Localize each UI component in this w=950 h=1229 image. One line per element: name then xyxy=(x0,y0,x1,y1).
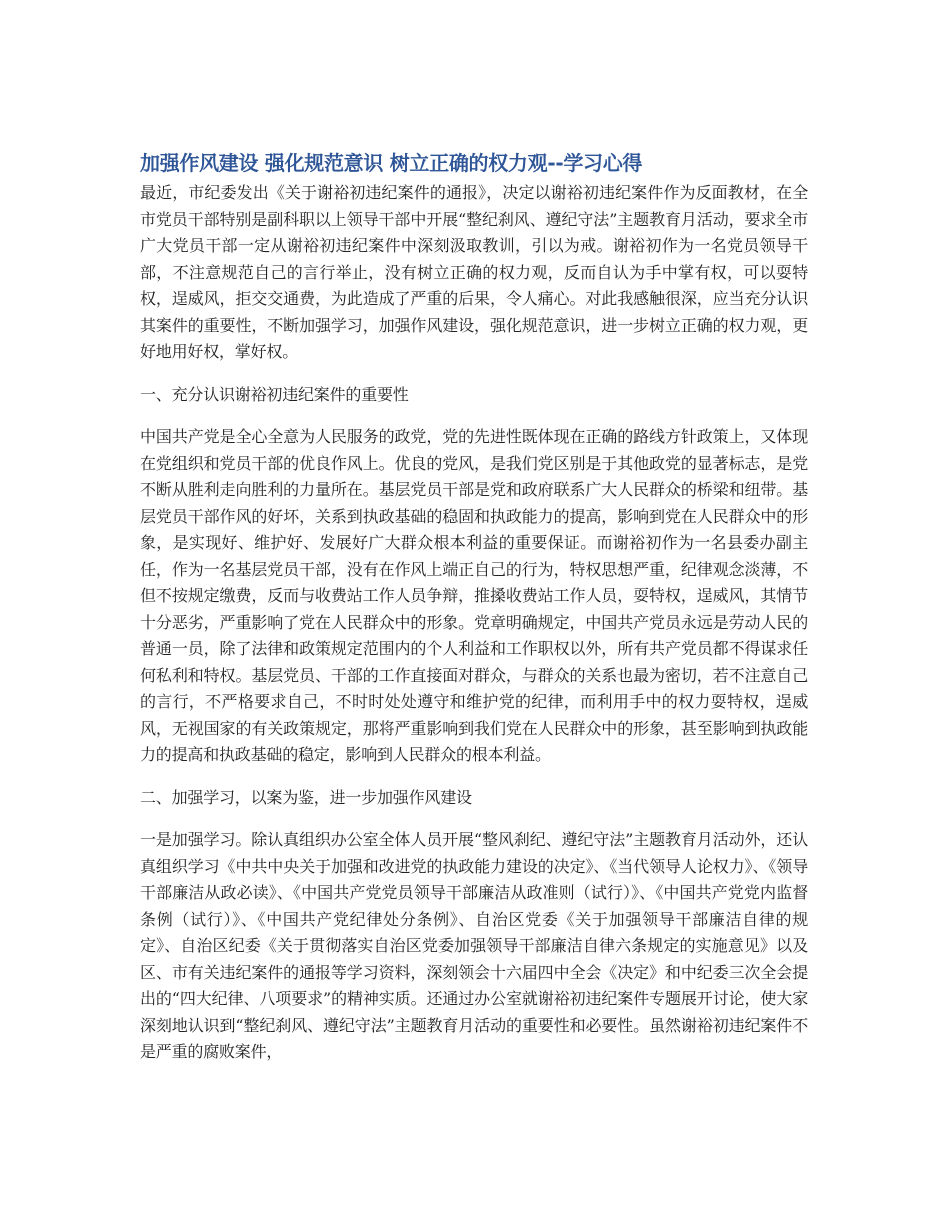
section-1-heading: 一、充分认识谢裕初违纪案件的重要性 xyxy=(140,384,409,404)
document-title: 加强作风建设 强化规范意识 树立正确的权力观--学习心得 xyxy=(140,151,643,175)
section-1-body: 中国共产党是全心全意为人民服务的政党，党的先进性既体现在正确的路线方针政策上，又体现在党组织和党员干部的优良作风上。优良的党风，是我们党区别是于其他政党的显著标志，是党不断从胜利走向胜利的力量所在。基层党员干部是党和政府联系广大人民群众的桥梁和纽带。基层党员干部作风的好坏，关系到执政基础的稳固和执政能力的提高，影响到党在人民群众中的形象，是实现好、维护好、发展好广大群众根本利益的重要保证。而谢裕初作为一名县委办副主任，作为一名基层党员干部，没有在作风上端正自己的行为，特权思想严重，纪律观念淡薄，不但不按规定缴费，反而与收费站工作人员争辩，推搡收费站工作人员，耍特权，逞威风，其情节十分恶劣，严重影响了党在人民群众中的形象。党章明确规定，中国共产党员永远是劳动人民的普通一员，除了法律和政策规定范围内的个人利益和工作职权以外，所有共产党员都不得谋求任何私利和特权。基层党员、干部的工作直接面对群众，与群众的关系也最为密切，若不注意自己的言行，不严格要求自己，不时时处处遵守和维护党的纪律，而利用手中的权力耍特权，逞威风，无视国家的有关政策规定，那将严重影响到我们党在人民群众中的形象，甚至影响到执政能力的提高和执政基础的稳定，影响到人民群众的根本利益。 xyxy=(140,427,808,764)
section-2-heading: 二、加强学习，以案为鉴，进一步加强作风建设 xyxy=(140,787,472,807)
document-content xyxy=(140,148,808,1066)
intro-paragraph: 最近，市纪委发出《关于谢裕初违纪案件的通报》，决定以谢裕初违纪案件作为反面教材，在全市党员干部特别是副科职以上领导干部中开展“整纪刹风、遵纪守法”主题教育月活动，要求全市广大党员干部一定从谢裕初违纪案件中深刻汲取教训，引以为戒。谢裕初作为一名党员领导干部，不注意规范自己的言行举止，没有树立正确的权力观，反而自认为手中掌有权，可以耍特权，逞威风，拒交交通费，为此造成了严重的后果，令人痛心。对此我感触很深，应当充分认识其案件的重要性，不断加强学习，加强作风建设，强化规范意识，进一步树立正确的权力观，更好地用好权，掌好权。 xyxy=(140,183,808,361)
section-2-body: 一是加强学习。除认真组织办公室全体人员开展“整风刹纪、遵纪守法”主题教育月活动外，还认真组织学习《中共中央关于加强和改进党的执政能力建设的决定》、《当代领导人论权力》、《领导干部廉洁从政必读》、《中国共产党党员领导干部廉洁从政准则（试行）》、《中国共产党党内监督条例（试行）》、《中国共产党纪律处分条例》、自治区党委《关于加强领导干部廉洁自律的规定》、自治区纪委《关于贯彻落实自治区党委加强领导干部廉洁自律六条规定的实施意见》以及区、市有关违纪案件的通报等学习资料，深刻领会十六届四中全会《决定》和中纪委三次全会提出的“四大纪律、八项要求”的精神实质。还通过办公室就谢裕初违纪案件专题展开讨论，使大家深刻地认识到“整纪刹风、遵纪守法”主题教育月活动的重要性和必要性。虽然谢裕初违纪案件不是严重的腐败案件， xyxy=(140,830,808,1061)
